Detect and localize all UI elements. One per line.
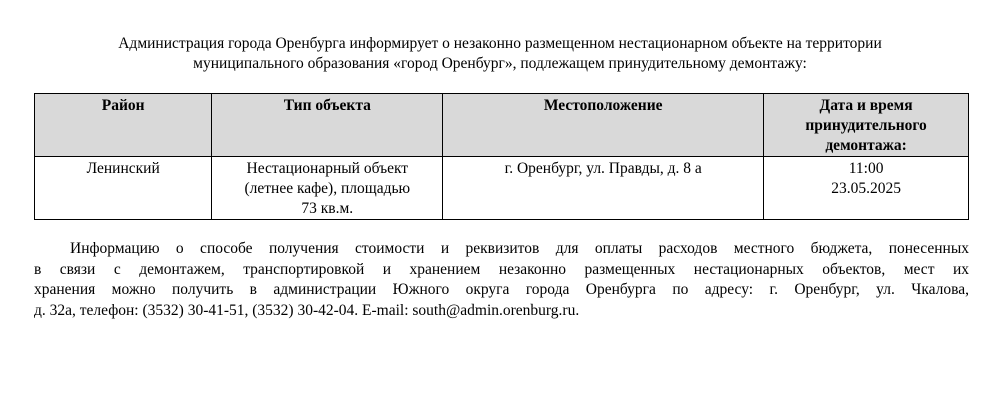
header-district: Район	[35, 94, 212, 157]
header-date-line: Дата и время	[819, 97, 913, 114]
table-header-row	[35, 94, 969, 157]
object-type-line: 73 кв.м.	[301, 200, 354, 217]
object-type-line: Нестационарный объект	[246, 160, 409, 177]
cell-date-time	[764, 157, 969, 220]
header-location: Местоположение	[443, 94, 764, 157]
cell-district: Ленинский	[35, 157, 212, 220]
object-type-line: (летнее кафе), площадью	[244, 180, 411, 197]
cell-object-type	[212, 157, 443, 220]
info-line: Информацию о способе получения стоимости и реквизитов для оплаты расходов местного бюджета, понесенных	[70, 240, 969, 257]
intro-line: Администрация города Оренбурга информирует о незаконно размещенном нестационарном объекте на территории	[118, 35, 882, 52]
intro-line: муниципального образования «город Оренбург», подлежащем принудительному демонтажу:	[193, 55, 807, 72]
table-row	[35, 157, 969, 220]
info-line: в связи с демонтажем, транспортировкой и хранением незаконно размещенных нестационарных объектов, мест их	[34, 260, 969, 278]
demolition-time: 11:00	[848, 160, 884, 177]
cell-location: г. Оренбург, ул. Правды, д. 8 а	[443, 157, 764, 220]
info-line: д. 32а, телефон: (3532) 30-41-51, (3532) 30-42-04. E-mail: south@admin.orenburg.ru.	[34, 301, 580, 319]
header-date-line: принудительного	[805, 117, 927, 134]
header-date-time	[764, 94, 969, 157]
demolition-table	[34, 93, 969, 220]
header-object-type: Тип объекта	[212, 94, 443, 157]
intro-paragraph	[30, 34, 970, 74]
info-paragraph	[34, 239, 969, 321]
info-line: хранения можно получить в администрации Южного округа города Оренбурга по адресу: г. Оренбург, ул. Чкалова,	[34, 281, 969, 298]
header-date-line: демонтажа:	[825, 137, 907, 154]
demolition-date: 23.05.2025	[831, 180, 901, 197]
